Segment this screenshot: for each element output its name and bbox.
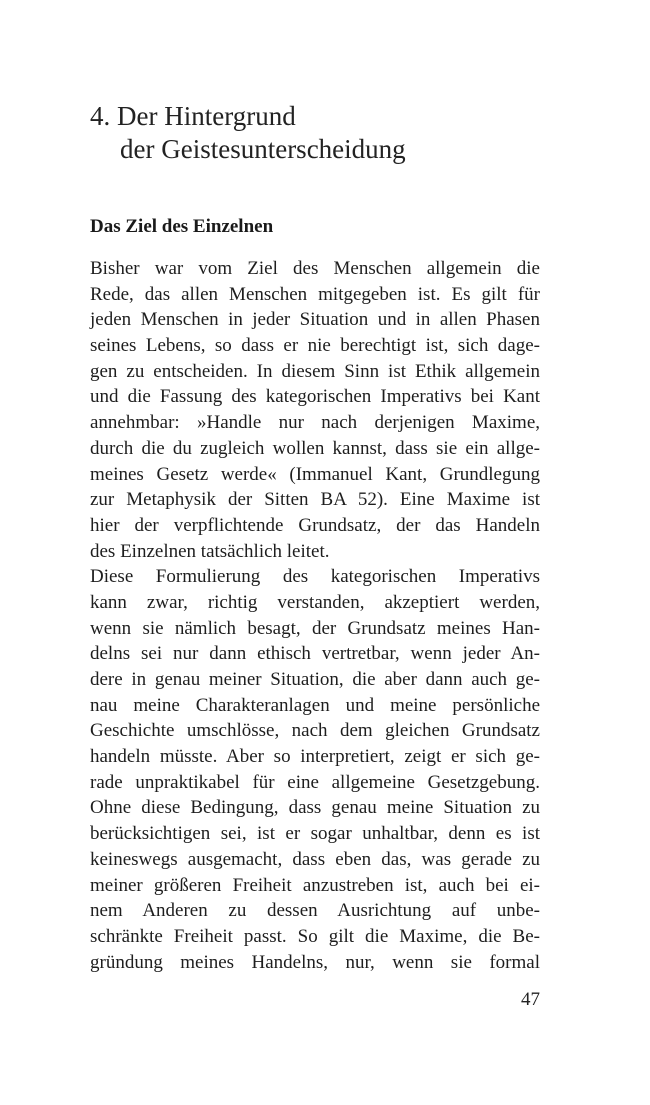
text-line: gen zu entscheiden. In diesem Sinn ist Ethik allgemein xyxy=(90,360,540,382)
text-line: meiner größeren Freiheit anzustreben ist, auch bei ei- xyxy=(90,874,540,896)
text-line: delns sei nur dann ethisch vertretbar, wenn jeder An- xyxy=(90,643,540,665)
text-line: annehmbar: »Handle nur nach derjenigen Maxime, xyxy=(90,412,540,434)
text-line: Bisher war vom Ziel des Menschen allgemein die xyxy=(90,258,540,279)
text-line: berücksichtigen sei, ist er sogar unhaltbar, denn es ist xyxy=(90,823,540,845)
text-line: gründung meines Handelns, nur, wenn sie formal xyxy=(90,951,540,973)
text-line: rade unpraktikabel für eine allgemeine Gesetzgebung. xyxy=(90,771,540,793)
chapter-title xyxy=(90,100,570,166)
text-line: keineswegs ausgemacht, dass eben das, was gerade zu xyxy=(90,848,540,870)
text-line: nem Anderen zu dessen Ausrichtung auf unbe- xyxy=(90,900,540,922)
text-line: meines Gesetz werde« (Immanuel Kant, Grundlegung xyxy=(90,463,540,485)
text-line: seines Lebens, so dass er nie berechtigt ist, sich dage- xyxy=(90,335,540,357)
chapter-title-line-2: der Geistesunterscheidung xyxy=(120,134,406,164)
text-line: und die Fassung des kategorischen Imperativs bei Kant xyxy=(90,386,540,408)
text-line: handeln müsste. Aber so interpretiert, zeigt er sich ge- xyxy=(90,746,540,768)
text-line: nau meine Charakteranlagen und meine persönliche xyxy=(90,694,540,716)
text-line: jeden Menschen in jeder Situation und in allen Phasen xyxy=(90,309,540,331)
chapter-title-line-1: 4. Der Hintergrund xyxy=(90,101,296,131)
text-line: Diese Formulierung des kategorischen Imperativs xyxy=(90,566,540,588)
text-line: zur Metaphysik der Sitten BA 52). Eine Maxime ist xyxy=(90,489,540,511)
text-line: wenn sie nämlich besagt, der Grundsatz meines Han- xyxy=(90,617,540,639)
text-line: kann zwar, richtig verstanden, akzeptiert werden, xyxy=(90,591,540,613)
text-line: Geschichte umschlösse, nach dem gleichen Grundsatz xyxy=(90,720,540,742)
text-line: Rede, das allen Menschen mitgegeben ist. Es gilt für xyxy=(90,283,540,305)
page-number: 47 xyxy=(521,989,540,1010)
text-line: durch die du zugleich wollen kannst, dass sie ein allge- xyxy=(90,437,540,459)
text-line: dere in genau meiner Situation, die aber dann auch ge- xyxy=(90,669,540,690)
body-text xyxy=(90,256,540,975)
text-line: Ohne diese Bedingung, dass genau meine Situation zu xyxy=(90,797,540,819)
text-line: schränkte Freiheit passt. So gilt die Maxime, die Be- xyxy=(90,925,540,947)
text-line: des Einzelnen tatsächlich leitet. xyxy=(90,540,330,562)
text-line: hier der verpflichtende Grundsatz, der das Handeln xyxy=(90,514,540,536)
section-heading: Das Ziel des Einzelnen xyxy=(90,216,274,237)
